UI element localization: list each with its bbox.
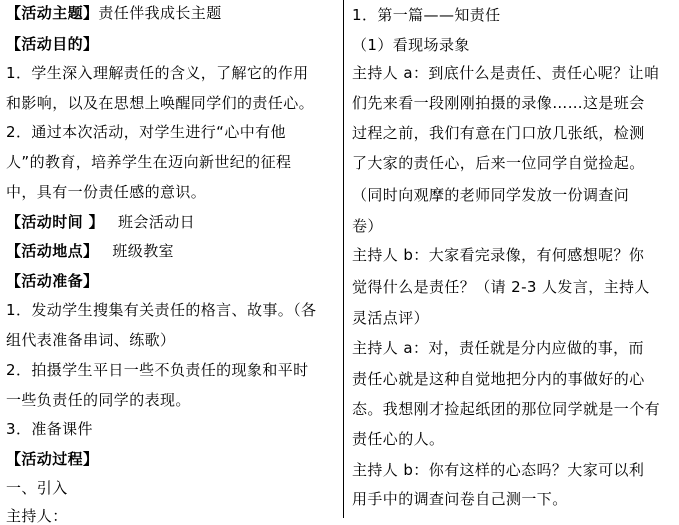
subsection-title: （1）看现场录象: [352, 36, 470, 54]
text-line: 主持人 a：到底什么是责任、责任心呢？让咱: [352, 64, 660, 82]
text-line: 主持人 b：你有这样的心态吗？大家可以利: [352, 461, 645, 479]
text-line: 2．通过本次活动，对学生进行“心中有他: [6, 123, 286, 141]
purpose-heading: 【活动目的】: [6, 35, 99, 53]
activity-place-value: 班级教室: [112, 242, 175, 260]
activity-place-heading: 【活动地点】: [6, 242, 99, 260]
text-line: 了大家的责任心，后来一位同学自觉捡起。: [352, 154, 645, 172]
text-line: 主持人 a：对，责任就是分内应做的事，而: [352, 339, 644, 357]
text-line: （同时向观摩的老师同学发放一份调查问: [352, 186, 630, 204]
text-line: 们先来看一段刚刚拍摄的录像……这是班会: [352, 94, 645, 112]
text-line: 一些负责任的同学的表现。: [6, 391, 191, 409]
activity-time-line: [6, 213, 195, 231]
text-line: 责任心就是这种自觉地把分内的事做好的心: [352, 370, 645, 388]
text-line: 灵活点评）: [352, 309, 430, 327]
section-intro: 一、引入: [6, 479, 68, 497]
text-line: 2．拍摄学生平日一些不负责任的现象和平时: [6, 361, 309, 379]
activity-time-value: 班会活动日: [118, 213, 196, 231]
text-line: 觉得什么是责任？（请 2-3 人发言，主持人: [352, 278, 650, 296]
text-line: 卷）: [352, 217, 383, 235]
text-line: 组代表准备串词、练歌）: [6, 331, 176, 349]
text-line: 主持人 b：大家看完录像，有何感想呢？你: [352, 246, 645, 264]
text-line: 主持人：: [6, 507, 68, 525]
text-line: 和影响，以及在思想上唤醒同学们的责任心。: [6, 94, 315, 112]
activity-theme-heading: 【活动主题】: [6, 4, 99, 22]
text-line: 态。我想刚才捡起纸团的那位同学就是一个有: [352, 400, 661, 418]
activity-place-line: [6, 242, 174, 260]
column-divider: [343, 0, 344, 518]
activity-time-heading: 【活动时间 】: [6, 213, 105, 231]
chapter-title: 1．第一篇——知责任: [352, 6, 501, 24]
text-line: 中，具有一份责任感的意识。: [6, 183, 207, 201]
preparation-heading: 【活动准备】: [6, 272, 99, 290]
text-line: 人”的教育，培养学生在迈向新世纪的征程: [6, 153, 292, 171]
text-line: 用手中的调查问卷自己测一下。: [352, 490, 568, 508]
activity-theme-line: [6, 4, 222, 22]
text-line: 过程之前，我们有意在门口放几张纸，检测: [352, 124, 645, 142]
activity-theme-value: 责任伴我成长主题: [98, 4, 222, 22]
process-heading: 【活动过程】: [6, 450, 99, 468]
text-line: 3．准备课件: [6, 420, 93, 438]
text-line: 1．学生深入理解责任的含义，了解它的作用: [6, 64, 309, 82]
text-line: 1．发动学生搜集有关责任的格言、故事。（各: [6, 301, 317, 319]
text-line: 责任心的人。: [352, 430, 445, 448]
